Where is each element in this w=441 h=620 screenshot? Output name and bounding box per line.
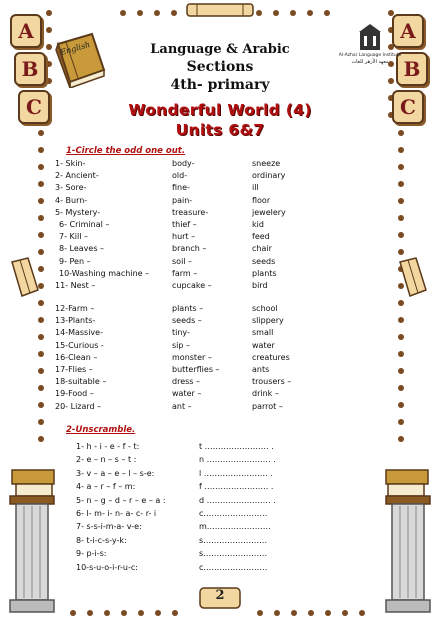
odd-one-out-item[interactable]: 5- Mystery- [55, 207, 101, 217]
border-dot [398, 232, 404, 238]
border-dot [138, 610, 144, 616]
odd-one-out-item[interactable]: ill [252, 183, 259, 193]
page-number: 2 [215, 588, 225, 603]
odd-one-out-item[interactable]: 15-Curious - [55, 340, 104, 350]
scrambled-word: 7- s-s-i-m-a- v-e: [76, 522, 142, 532]
odd-one-out-item[interactable]: kid [252, 220, 264, 229]
title-line-2: Units 6&7 [175, 121, 265, 139]
border-dot [38, 334, 44, 340]
border-dot [38, 402, 44, 408]
odd-one-out-item[interactable]: 2- Ancient- [55, 171, 99, 181]
odd-one-out-item[interactable]: slippery [252, 316, 284, 326]
border-dot [38, 164, 44, 170]
scrambled-word: 8- t-i-c-s-y-k: [76, 535, 127, 545]
odd-one-out-item[interactable]: chair [252, 244, 272, 254]
border-dot [155, 610, 161, 616]
odd-one-out-item[interactable]: 7- Kill – [59, 232, 88, 242]
odd-one-out-item[interactable]: fine- [172, 183, 190, 193]
odd-one-out-item[interactable]: school [252, 304, 278, 313]
odd-one-out-item[interactable]: seeds [252, 256, 276, 266]
odd-one-out-item[interactable]: water [252, 340, 275, 350]
letter-block-a: A [10, 14, 42, 48]
border-dot [324, 10, 330, 16]
border-dot [342, 610, 348, 616]
odd-one-out-item[interactable]: water – [172, 389, 202, 399]
scrambled-word: 5- n – g – d – r – e – a : [76, 495, 166, 505]
border-dot [38, 130, 44, 136]
answer-blank[interactable]: t …………………… . [199, 442, 274, 451]
border-dot [38, 317, 44, 323]
odd-one-out-item[interactable]: 17-Flies – [55, 365, 93, 374]
border-dot [70, 610, 76, 616]
border-dot [398, 249, 404, 255]
border-dot [38, 147, 44, 153]
odd-one-out-item[interactable]: 1- Skin- [55, 159, 86, 168]
border-dot [87, 610, 93, 616]
border-dot [398, 385, 404, 391]
border-dot [38, 249, 44, 255]
odd-one-out-item[interactable]: small [252, 328, 274, 338]
border-dot [38, 198, 44, 204]
border-dot [38, 351, 44, 357]
border-dot [256, 10, 262, 16]
scrambled-word: 2- e – n – s – t : [76, 455, 137, 465]
odd-one-out-item[interactable]: old- [172, 171, 188, 181]
border-dot [120, 10, 126, 16]
border-dot [273, 10, 279, 16]
column-with-books-left [4, 466, 60, 616]
odd-one-out-item[interactable]: 12-Farm – [55, 304, 95, 313]
header-line-1: Language & Arabic [150, 42, 290, 57]
scrambled-word: 10-s-u-o-i-r-u-c: [76, 562, 138, 572]
odd-one-out-item[interactable]: 14-Massive- [55, 328, 103, 338]
answer-blank[interactable]: l …………………… . [199, 468, 273, 478]
border-dot [398, 215, 404, 221]
logo-text-ar: معهد الأزهر للغات [351, 59, 389, 65]
odd-one-out-item[interactable]: 8- Leaves – [59, 244, 105, 254]
odd-one-out-item[interactable]: bird [252, 281, 268, 290]
institute-logo-icon [357, 24, 383, 52]
odd-one-out-item[interactable]: trousers – [252, 377, 292, 387]
scrambled-word: 3- v – a – e – l – s-e: [76, 468, 155, 478]
border-dot [38, 385, 44, 391]
book-label: English [59, 39, 92, 58]
scrambled-word: 4- a – r – f – m: [76, 482, 136, 492]
odd-one-out-item[interactable]: drink – [252, 389, 279, 399]
odd-one-out-item[interactable]: dress – [172, 377, 200, 387]
letter-block-a-right: A [392, 14, 424, 48]
odd-one-out-item[interactable]: plants [252, 268, 277, 278]
border-dot [398, 181, 404, 187]
column-with-books-right [380, 466, 436, 616]
odd-one-out-item[interactable]: 18-suitable – [55, 377, 107, 387]
answer-blank[interactable]: c…………………… [199, 562, 268, 572]
border-dot [171, 10, 177, 16]
scrambled-word: 1- h - i - e - f - t: [76, 442, 140, 451]
open-book-icon-right [396, 256, 430, 298]
odd-one-out-item[interactable]: branch – [172, 244, 207, 254]
border-dot [398, 334, 404, 340]
odd-one-out-item[interactable]: parrot – [252, 401, 283, 411]
odd-one-out-item[interactable]: creatures [252, 352, 290, 362]
border-dot [274, 610, 280, 616]
border-dot [398, 351, 404, 357]
border-dot [38, 368, 44, 374]
odd-one-out-item[interactable]: soil – [172, 256, 193, 266]
odd-one-out-item[interactable]: 19-Food – [55, 389, 94, 399]
answer-blank[interactable]: d …………………… . [199, 495, 276, 505]
border-dot [398, 317, 404, 323]
odd-one-out-item[interactable]: jewelery [252, 207, 286, 217]
border-dot [290, 10, 296, 16]
letter-block-c: C [18, 90, 50, 124]
answer-blank[interactable]: n …………………… . [199, 455, 276, 465]
scrambled-word: 6- l- m- i- n- a- c- r- i [76, 509, 157, 518]
odd-one-out-item[interactable]: thief – [172, 220, 197, 229]
border-dot [388, 78, 394, 84]
letter-block-c-right: C [392, 90, 424, 124]
odd-one-out-item[interactable]: ordinary [252, 171, 286, 181]
border-dot [398, 368, 404, 374]
scrambled-word: 9- p-i-s: [76, 549, 107, 559]
odd-one-out-item[interactable]: 11- Nest – [55, 281, 96, 290]
odd-one-out-item[interactable]: ants [252, 365, 270, 374]
odd-one-out-item[interactable]: hurt – [172, 232, 196, 242]
odd-one-out-item[interactable]: plants – [172, 304, 204, 313]
answer-blank[interactable]: m…………………… [199, 522, 271, 532]
border-dot [398, 300, 404, 306]
section-1-heading: 1-Circle the odd one out. [66, 146, 186, 156]
border-dot [398, 436, 404, 442]
answer-blank[interactable]: s…………………… [199, 549, 268, 559]
border-dot [398, 130, 404, 136]
border-dot [325, 610, 331, 616]
odd-one-out-item[interactable]: treasure- [172, 207, 209, 217]
border-dot [398, 147, 404, 153]
border-dot [154, 10, 160, 16]
border-dot [38, 436, 44, 442]
border-dot [38, 181, 44, 187]
border-dot [38, 300, 44, 306]
section-2-heading: 2-Unscramble. [66, 425, 136, 435]
header-line-2: Sections [186, 59, 254, 75]
border-dot [398, 164, 404, 170]
border-dot [398, 419, 404, 425]
odd-one-out-item[interactable]: ant – [172, 401, 192, 411]
border-dot [359, 610, 365, 616]
letter-block-b-right: B [396, 52, 428, 86]
english-book-icon [52, 30, 108, 88]
odd-one-out-item[interactable]: sneeze [252, 159, 281, 168]
border-dot [38, 419, 44, 425]
odd-one-out-item[interactable]: 3- Sore- [55, 183, 87, 193]
open-book-icon-left [8, 256, 42, 298]
odd-one-out-item[interactable]: pain- [172, 195, 193, 205]
answer-blank[interactable]: f …………………… . [199, 482, 274, 492]
border-dot [257, 610, 263, 616]
odd-one-out-item[interactable]: 6- Criminal – [59, 220, 110, 229]
odd-one-out-item[interactable]: sip – [172, 340, 191, 350]
border-dot [398, 402, 404, 408]
odd-one-out-item[interactable]: 13-Plants- [55, 316, 96, 326]
border-dot [291, 610, 297, 616]
border-dot [398, 198, 404, 204]
odd-one-out-item[interactable]: 9- Pen – [59, 256, 91, 266]
border-dot [308, 610, 314, 616]
odd-one-out-item[interactable]: 20- Lizard – [55, 401, 102, 411]
odd-one-out-item[interactable]: 16-Clean – [55, 352, 98, 362]
answer-blank[interactable]: c…………………… [199, 509, 268, 518]
odd-one-out-item[interactable]: farm – [172, 268, 198, 278]
odd-one-out-item[interactable]: tiny- [172, 328, 190, 338]
logo-text-en: Al-Azhar Language Institute [338, 53, 402, 58]
letter-block-b: B [14, 52, 46, 86]
border-dot [46, 10, 52, 16]
odd-one-out-item[interactable]: seeds – [172, 316, 202, 326]
title-line-1: Wonderful World (4) [128, 101, 312, 119]
odd-one-out-item[interactable]: 4- Burn- [55, 195, 88, 205]
border-dot [137, 10, 143, 16]
answer-blank[interactable]: s…………………… [199, 535, 268, 545]
border-dot [38, 215, 44, 221]
odd-one-out-item[interactable]: butterflies – [172, 365, 220, 374]
border-dot [121, 610, 127, 616]
odd-one-out-item[interactable]: feed [252, 232, 270, 242]
odd-one-out-item[interactable]: body- [172, 159, 195, 168]
header-line-3: 4th- primary [170, 77, 270, 93]
border-dot [307, 10, 313, 16]
top-frame-ornament [185, 2, 255, 18]
border-dot [38, 232, 44, 238]
border-dot [104, 610, 110, 616]
odd-one-out-item[interactable]: 10-Washing machine – [59, 268, 150, 278]
odd-one-out-item[interactable]: monster – [172, 352, 212, 362]
odd-one-out-item[interactable]: floor [252, 195, 271, 205]
odd-one-out-item[interactable]: cupcake – [172, 281, 212, 290]
border-dot [172, 610, 178, 616]
